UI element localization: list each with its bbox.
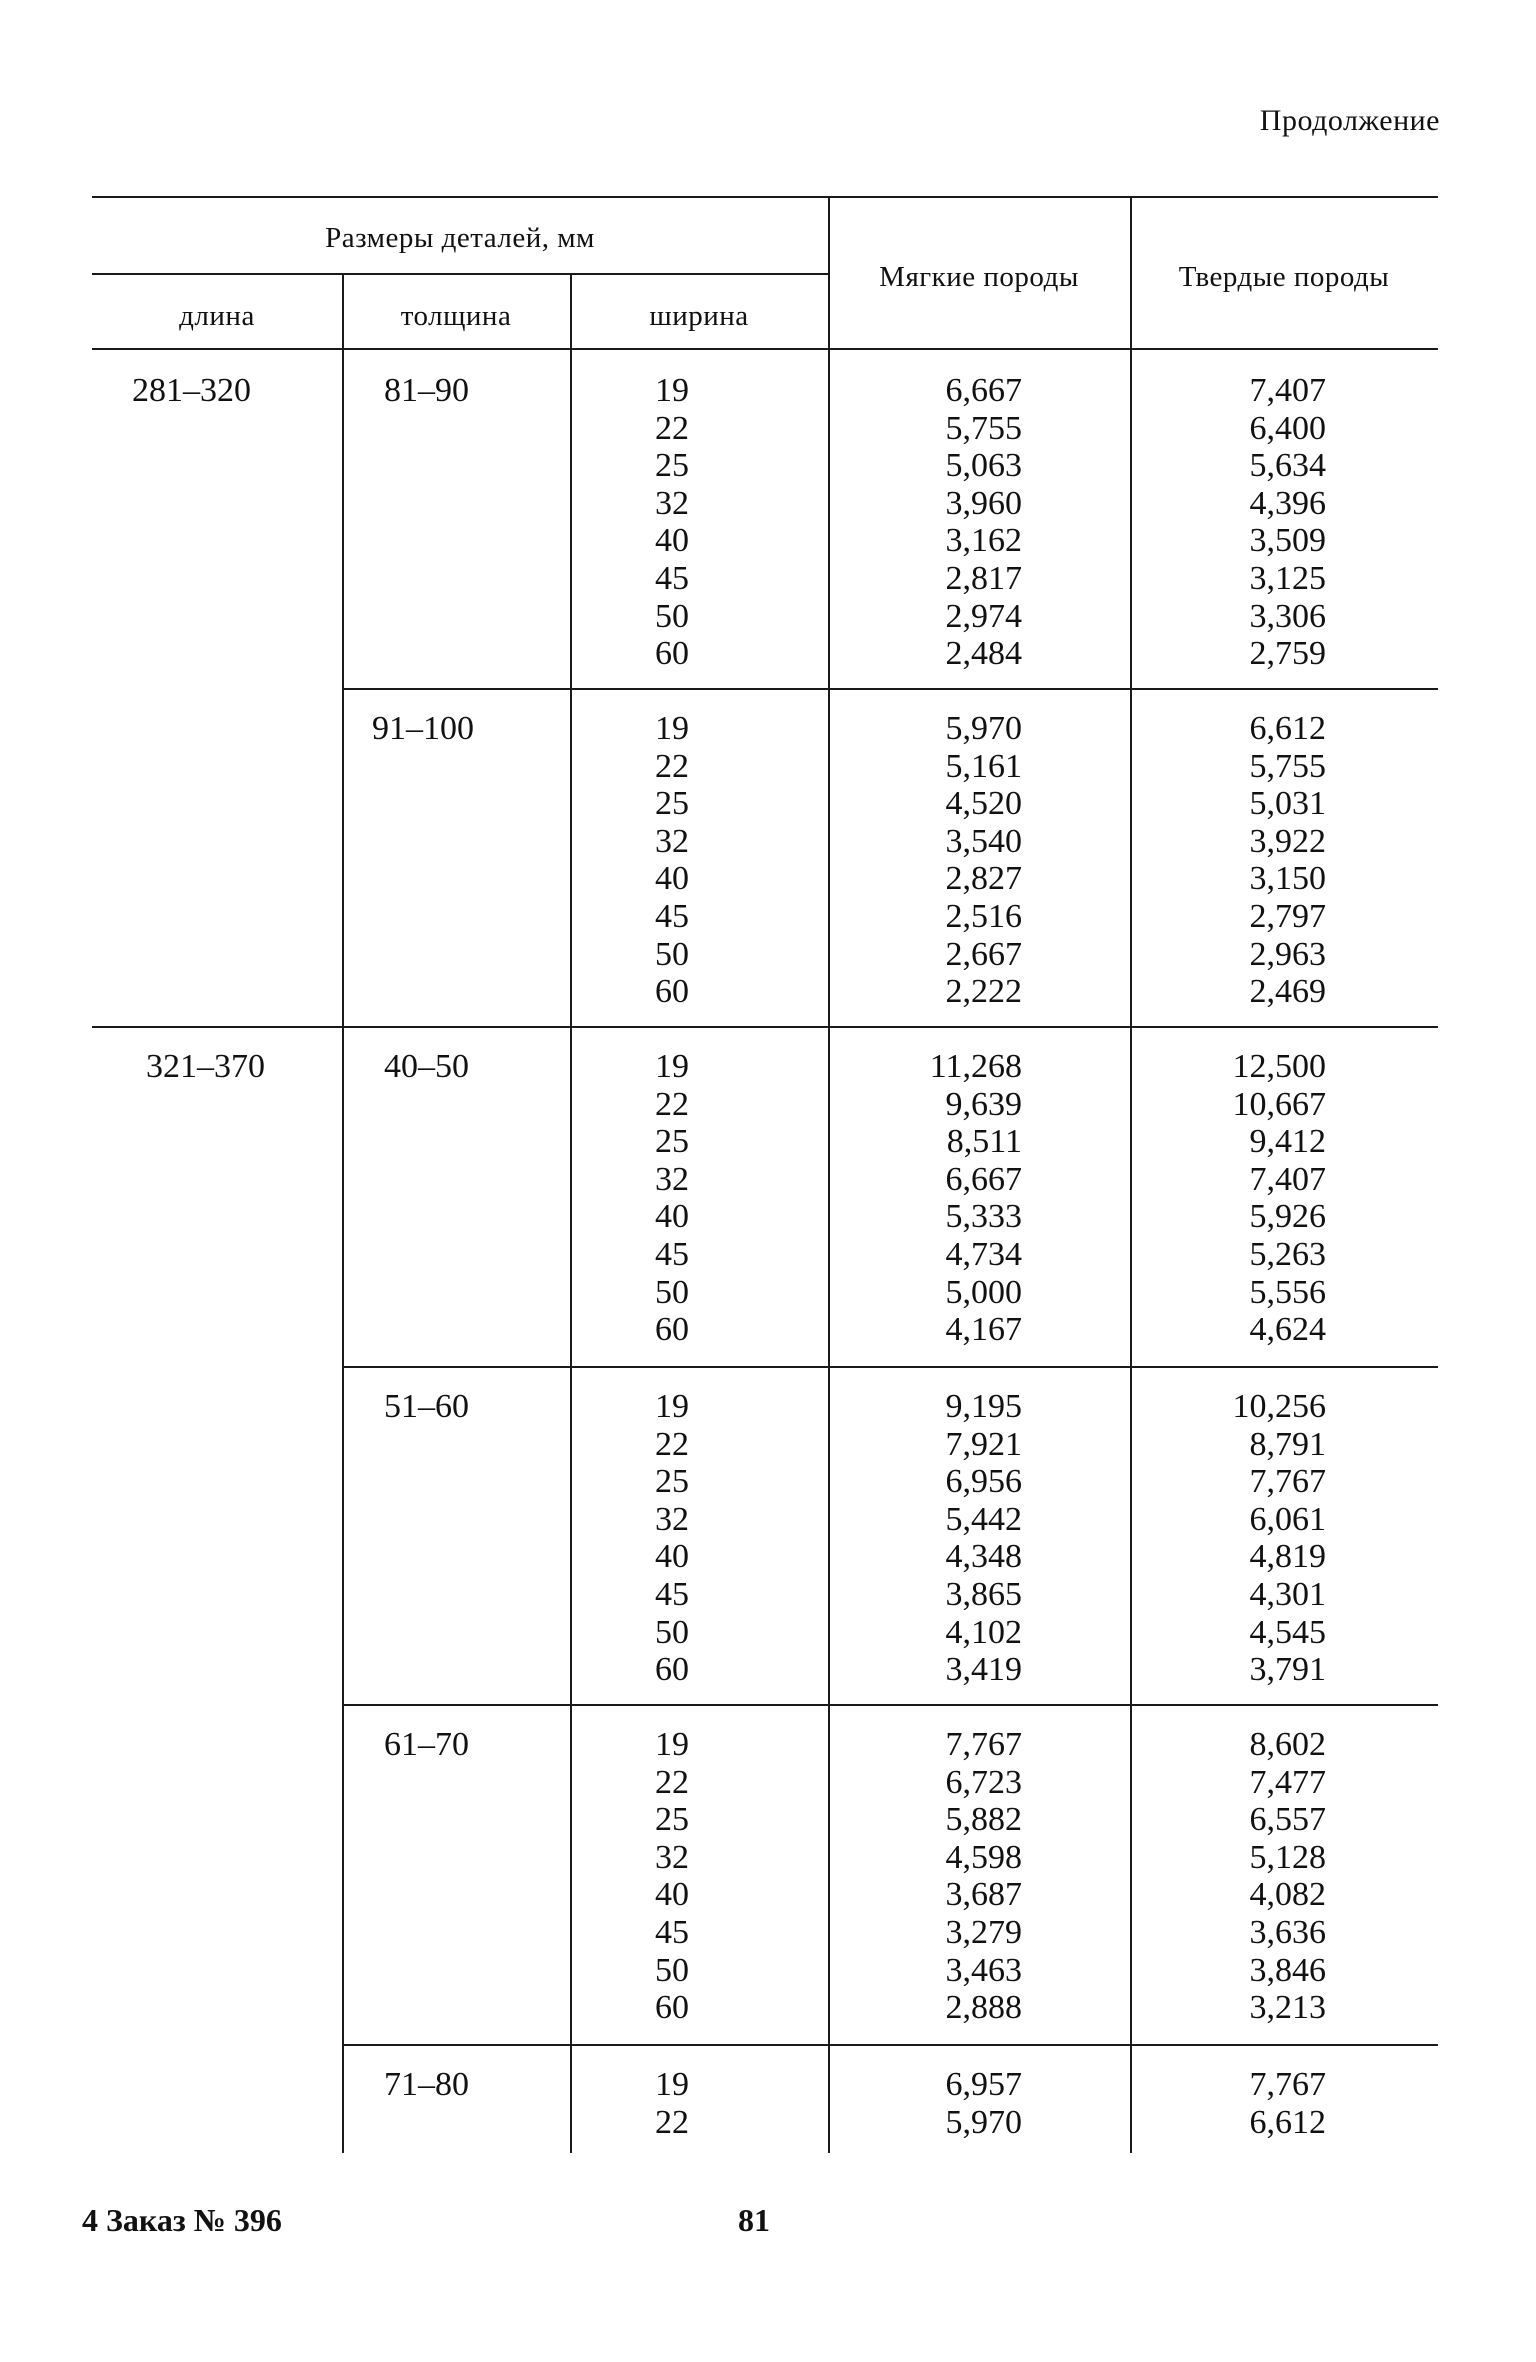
width-values: 19 22 25 32 40 45 50 60 <box>655 710 689 1011</box>
subgroup-rule <box>342 2044 1438 2046</box>
footer-order-number: 4 Заказ № 396 <box>82 2202 282 2238</box>
thickness-cell: 71–80 <box>384 2066 469 2103</box>
length-cell: 281–320 <box>132 372 251 409</box>
soft-wood-values: 6,957 5,970 <box>945 2066 1022 2141</box>
header-thickness: толщина <box>400 300 512 332</box>
width-values: 19 22 25 32 40 45 50 60 <box>655 1388 689 1689</box>
soft-wood-values: 5,970 5,161 4,520 3,540 2,827 2,516 2,667 2,222 <box>945 710 1022 1011</box>
header-group-rule <box>92 273 828 275</box>
header-length: длина <box>179 300 255 332</box>
width-values: 19 22 25 32 40 45 50 60 <box>655 1726 689 2027</box>
col-rule-width <box>828 196 830 2153</box>
hard-wood-values: 8,602 7,477 6,557 5,128 4,082 3,636 3,846 3,213 <box>1249 1726 1326 2027</box>
header-width: ширина <box>649 300 749 332</box>
width-values: 19 22 <box>655 2066 689 2141</box>
hard-wood-values: 7,767 6,612 <box>1249 2066 1326 2141</box>
thickness-cell: 61–70 <box>384 1726 469 1763</box>
col-rule-thickness <box>570 273 572 2153</box>
subgroup-rule <box>342 1704 1438 1706</box>
hard-wood-values: 7,407 6,400 5,634 4,396 3,509 3,125 3,306 2,759 <box>1249 372 1326 673</box>
subgroup-rule <box>342 1366 1438 1368</box>
table-top-rule <box>92 196 1438 198</box>
subgroup-rule <box>342 688 1438 690</box>
soft-wood-values: 11,268 9,639 8,511 6,667 5,333 4,734 5,000 4,167 <box>929 1048 1022 1349</box>
header-soft-wood: Мягкие породы <box>879 261 1079 293</box>
soft-wood-values: 9,195 7,921 6,956 5,442 4,348 3,865 4,102 3,419 <box>945 1388 1022 1689</box>
soft-wood-values: 6,667 5,755 5,063 3,960 3,162 2,817 2,974 2,484 <box>945 372 1022 673</box>
col-rule-length <box>342 273 344 2153</box>
group-rule <box>92 1026 1438 1028</box>
header-group-title: Размеры деталей, мм <box>325 222 595 254</box>
length-cell: 321–370 <box>146 1048 265 1085</box>
hard-wood-values: 12,500 10,667 9,412 7,407 5,926 5,263 5,556 4,624 <box>1232 1048 1326 1349</box>
thickness-cell: 40–50 <box>384 1048 469 1085</box>
hard-wood-values: 10,256 8,791 7,767 6,061 4,819 4,301 4,545 3,791 <box>1232 1388 1326 1689</box>
soft-wood-values: 7,767 6,723 5,882 4,598 3,687 3,279 3,463 2,888 <box>945 1726 1022 2027</box>
page-number: 81 <box>738 2202 770 2238</box>
thickness-cell: 91–100 <box>372 710 474 747</box>
col-rule-soft <box>1130 196 1132 2153</box>
width-values: 19 22 25 32 40 45 50 60 <box>655 372 689 673</box>
thickness-cell: 81–90 <box>384 372 469 409</box>
continuation-label: Продолжение <box>1259 104 1440 137</box>
thickness-cell: 51–60 <box>384 1388 469 1425</box>
hard-wood-values: 6,612 5,755 5,031 3,922 3,150 2,797 2,963 2,469 <box>1249 710 1326 1011</box>
width-values: 19 22 25 32 40 45 50 60 <box>655 1048 689 1349</box>
header-hard-wood: Твердые породы <box>1178 261 1390 293</box>
header-bottom-rule <box>92 348 1438 350</box>
